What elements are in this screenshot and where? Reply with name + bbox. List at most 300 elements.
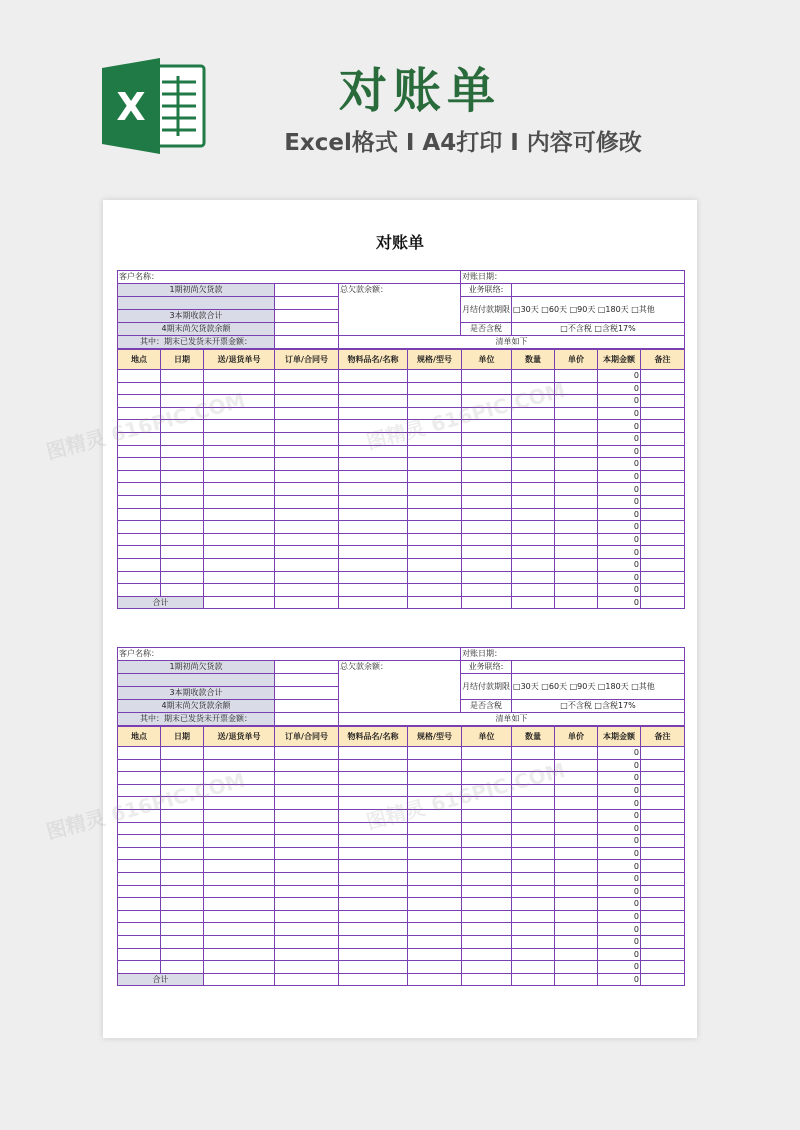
table-cell[interactable] (408, 835, 462, 848)
table-cell[interactable] (118, 508, 161, 521)
table-cell[interactable] (555, 809, 598, 822)
table-cell[interactable] (161, 847, 204, 860)
table-cell[interactable] (462, 558, 512, 571)
row-amount-cell[interactable]: 0 (598, 584, 641, 597)
table-cell[interactable] (408, 571, 462, 584)
table-cell[interactable] (118, 961, 161, 974)
table-cell[interactable] (408, 860, 462, 873)
table-cell[interactable] (161, 835, 204, 848)
table-cell[interactable] (462, 445, 512, 458)
table-cell[interactable] (275, 470, 339, 483)
table-cell[interactable] (161, 860, 204, 873)
table-cell[interactable] (339, 445, 408, 458)
table-cell[interactable] (339, 571, 408, 584)
table-cell[interactable] (462, 584, 512, 597)
total-amount[interactable]: 0 (598, 973, 641, 986)
table-cell[interactable] (462, 948, 512, 961)
row-amount-cell[interactable]: 0 (598, 948, 641, 961)
table-cell[interactable] (408, 458, 462, 471)
table-cell[interactable] (641, 382, 685, 395)
table-cell[interactable] (641, 772, 685, 785)
table-cell[interactable] (204, 584, 275, 597)
table-cell[interactable] (641, 483, 685, 496)
table-cell[interactable] (641, 872, 685, 885)
table-cell[interactable] (204, 470, 275, 483)
table-cell[interactable] (462, 784, 512, 797)
table-cell[interactable] (204, 822, 275, 835)
table-cell[interactable] (118, 458, 161, 471)
table-cell[interactable] (462, 382, 512, 395)
table-cell[interactable] (339, 961, 408, 974)
table-cell[interactable] (555, 407, 598, 420)
table-cell[interactable] (555, 847, 598, 860)
table-cell[interactable] (512, 483, 555, 496)
table-cell[interactable] (161, 948, 204, 961)
row-amount-cell[interactable]: 0 (598, 458, 641, 471)
table-cell[interactable] (408, 445, 462, 458)
table-cell[interactable] (408, 923, 462, 936)
table-cell[interactable] (161, 432, 204, 445)
table-cell[interactable] (408, 822, 462, 835)
row-amount-cell[interactable]: 0 (598, 395, 641, 408)
table-cell[interactable] (408, 797, 462, 810)
table-cell[interactable] (161, 759, 204, 772)
table-cell[interactable] (408, 759, 462, 772)
table-cell[interactable] (204, 420, 275, 433)
table-cell[interactable] (641, 420, 685, 433)
table-cell[interactable] (118, 584, 161, 597)
table-cell[interactable] (555, 508, 598, 521)
table-cell[interactable] (555, 835, 598, 848)
opening-balance-value[interactable] (275, 661, 339, 674)
uninvoiced-amount-value[interactable] (275, 336, 339, 349)
table-cell[interactable] (408, 973, 462, 986)
table-cell[interactable] (512, 923, 555, 936)
payment-term-options[interactable]: □30天 □60天 □90天 □180天 □其他 (512, 297, 685, 323)
table-cell[interactable] (204, 407, 275, 420)
table-cell[interactable] (204, 395, 275, 408)
table-cell[interactable] (641, 458, 685, 471)
table-cell[interactable] (555, 797, 598, 810)
table-cell[interactable] (118, 407, 161, 420)
table-cell[interactable] (204, 571, 275, 584)
table-cell[interactable] (339, 935, 408, 948)
table-cell[interactable] (339, 558, 408, 571)
table-cell[interactable] (339, 596, 408, 609)
table-cell[interactable] (641, 584, 685, 597)
table-cell[interactable] (408, 584, 462, 597)
table-cell[interactable] (118, 521, 161, 534)
table-cell[interactable] (275, 797, 339, 810)
table-cell[interactable] (118, 772, 161, 785)
table-cell[interactable] (408, 533, 462, 546)
row-amount-cell[interactable]: 0 (598, 470, 641, 483)
table-cell[interactable] (555, 910, 598, 923)
row-amount-cell[interactable]: 0 (598, 822, 641, 835)
table-cell[interactable] (339, 885, 408, 898)
total-due-label[interactable]: 总欠款余额： (339, 284, 461, 336)
table-cell[interactable] (462, 483, 512, 496)
table-cell[interactable] (462, 772, 512, 785)
table-cell[interactable] (462, 747, 512, 760)
table-cell[interactable] (161, 483, 204, 496)
table-cell[interactable] (339, 407, 408, 420)
table-cell[interactable] (462, 973, 512, 986)
table-cell[interactable] (118, 835, 161, 848)
table-cell[interactable] (161, 558, 204, 571)
table-cell[interactable] (555, 533, 598, 546)
table-cell[interactable] (408, 898, 462, 911)
table-cell[interactable] (555, 558, 598, 571)
table-cell[interactable] (204, 759, 275, 772)
table-cell[interactable] (275, 923, 339, 936)
table-cell[interactable] (275, 948, 339, 961)
table-cell[interactable] (339, 747, 408, 760)
table-cell[interactable] (339, 420, 408, 433)
table-cell[interactable] (118, 432, 161, 445)
table-cell[interactable] (462, 961, 512, 974)
closing-balance-value[interactable] (275, 700, 339, 713)
table-cell[interactable] (408, 747, 462, 760)
blank-value-cell[interactable] (275, 674, 339, 687)
table-cell[interactable] (462, 835, 512, 848)
table-cell[interactable] (408, 483, 462, 496)
table-cell[interactable] (339, 495, 408, 508)
table-cell[interactable] (118, 420, 161, 433)
table-cell[interactable] (161, 420, 204, 433)
table-cell[interactable] (204, 885, 275, 898)
table-cell[interactable] (641, 860, 685, 873)
row-amount-cell[interactable]: 0 (598, 382, 641, 395)
table-cell[interactable] (204, 495, 275, 508)
table-cell[interactable] (204, 747, 275, 760)
table-cell[interactable] (339, 483, 408, 496)
table-cell[interactable] (462, 432, 512, 445)
table-cell[interactable] (555, 596, 598, 609)
row-amount-cell[interactable]: 0 (598, 835, 641, 848)
table-cell[interactable] (161, 910, 204, 923)
row-amount-cell[interactable]: 0 (598, 847, 641, 860)
row-amount-cell[interactable]: 0 (598, 483, 641, 496)
table-cell[interactable] (275, 898, 339, 911)
table-cell[interactable] (118, 898, 161, 911)
row-amount-cell[interactable]: 0 (598, 898, 641, 911)
table-cell[interactable] (408, 809, 462, 822)
table-cell[interactable] (555, 495, 598, 508)
table-cell[interactable] (339, 370, 408, 383)
total-amount[interactable]: 0 (598, 596, 641, 609)
row-amount-cell[interactable]: 0 (598, 521, 641, 534)
table-cell[interactable] (118, 847, 161, 860)
row-amount-cell[interactable]: 0 (598, 860, 641, 873)
table-cell[interactable] (161, 445, 204, 458)
table-cell[interactable] (641, 407, 685, 420)
table-cell[interactable] (339, 584, 408, 597)
table-cell[interactable] (204, 835, 275, 848)
row-amount-cell[interactable]: 0 (598, 370, 641, 383)
table-cell[interactable] (339, 382, 408, 395)
table-cell[interactable] (161, 809, 204, 822)
table-cell[interactable] (118, 923, 161, 936)
customer-name-label[interactable]: 客户名称： (118, 271, 461, 284)
table-cell[interactable] (161, 923, 204, 936)
row-amount-cell[interactable]: 0 (598, 432, 641, 445)
table-cell[interactable] (462, 822, 512, 835)
table-cell[interactable] (275, 420, 339, 433)
table-cell[interactable] (204, 521, 275, 534)
table-cell[interactable] (408, 558, 462, 571)
table-cell[interactable] (408, 395, 462, 408)
table-cell[interactable] (204, 546, 275, 559)
table-cell[interactable] (204, 847, 275, 860)
table-cell[interactable] (555, 458, 598, 471)
table-cell[interactable] (641, 596, 685, 609)
table-cell[interactable] (512, 961, 555, 974)
table-cell[interactable] (555, 898, 598, 911)
table-cell[interactable] (204, 923, 275, 936)
table-cell[interactable] (408, 596, 462, 609)
table-cell[interactable] (462, 935, 512, 948)
table-cell[interactable] (275, 772, 339, 785)
table-cell[interactable] (641, 797, 685, 810)
table-cell[interactable] (118, 546, 161, 559)
table-cell[interactable] (555, 860, 598, 873)
table-cell[interactable] (118, 910, 161, 923)
table-cell[interactable] (641, 432, 685, 445)
table-cell[interactable] (462, 533, 512, 546)
table-cell[interactable] (339, 872, 408, 885)
table-cell[interactable] (275, 546, 339, 559)
table-cell[interactable] (462, 860, 512, 873)
table-cell[interactable] (204, 910, 275, 923)
table-cell[interactable] (555, 483, 598, 496)
table-cell[interactable] (512, 809, 555, 822)
table-cell[interactable] (204, 558, 275, 571)
table-cell[interactable] (275, 759, 339, 772)
table-cell[interactable] (275, 382, 339, 395)
table-cell[interactable] (512, 508, 555, 521)
total-due-label[interactable]: 总欠款余额： (339, 661, 461, 713)
table-cell[interactable] (462, 571, 512, 584)
table-cell[interactable] (118, 370, 161, 383)
table-cell[interactable] (275, 596, 339, 609)
table-cell[interactable] (462, 495, 512, 508)
table-cell[interactable] (462, 458, 512, 471)
table-cell[interactable] (555, 432, 598, 445)
table-cell[interactable] (118, 533, 161, 546)
table-cell[interactable] (512, 847, 555, 860)
table-cell[interactable] (275, 571, 339, 584)
table-cell[interactable] (275, 784, 339, 797)
table-cell[interactable] (512, 445, 555, 458)
table-cell[interactable] (555, 885, 598, 898)
table-cell[interactable] (641, 847, 685, 860)
table-cell[interactable] (204, 872, 275, 885)
table-cell[interactable] (275, 860, 339, 873)
table-cell[interactable] (462, 898, 512, 911)
table-cell[interactable] (408, 420, 462, 433)
table-cell[interactable] (512, 759, 555, 772)
table-cell[interactable] (641, 910, 685, 923)
table-cell[interactable] (161, 382, 204, 395)
table-cell[interactable] (161, 961, 204, 974)
table-cell[interactable] (339, 860, 408, 873)
table-cell[interactable] (512, 521, 555, 534)
table-cell[interactable] (204, 784, 275, 797)
table-cell[interactable] (204, 508, 275, 521)
table-cell[interactable] (641, 470, 685, 483)
table-cell[interactable] (118, 860, 161, 873)
table-cell[interactable] (118, 395, 161, 408)
table-cell[interactable] (641, 759, 685, 772)
table-cell[interactable] (462, 546, 512, 559)
table-cell[interactable] (408, 961, 462, 974)
row-amount-cell[interactable]: 0 (598, 546, 641, 559)
table-cell[interactable] (641, 961, 685, 974)
table-cell[interactable] (339, 847, 408, 860)
table-cell[interactable] (641, 809, 685, 822)
table-cell[interactable] (204, 948, 275, 961)
table-cell[interactable] (512, 370, 555, 383)
table-cell[interactable] (204, 483, 275, 496)
table-cell[interactable] (641, 822, 685, 835)
table-cell[interactable] (275, 432, 339, 445)
row-amount-cell[interactable]: 0 (598, 495, 641, 508)
table-cell[interactable] (339, 809, 408, 822)
table-cell[interactable] (204, 596, 275, 609)
table-cell[interactable] (555, 948, 598, 961)
table-cell[interactable] (512, 898, 555, 911)
table-cell[interactable] (161, 458, 204, 471)
table-cell[interactable] (462, 885, 512, 898)
table-cell[interactable] (275, 483, 339, 496)
table-cell[interactable] (555, 445, 598, 458)
table-cell[interactable] (408, 521, 462, 534)
table-cell[interactable] (204, 961, 275, 974)
table-cell[interactable] (512, 596, 555, 609)
row-amount-cell[interactable]: 0 (598, 508, 641, 521)
table-cell[interactable] (512, 558, 555, 571)
row-amount-cell[interactable]: 0 (598, 935, 641, 948)
table-cell[interactable] (512, 571, 555, 584)
table-cell[interactable] (512, 784, 555, 797)
table-cell[interactable] (512, 533, 555, 546)
table-cell[interactable] (161, 521, 204, 534)
table-cell[interactable] (161, 898, 204, 911)
table-cell[interactable] (161, 784, 204, 797)
table-cell[interactable] (275, 847, 339, 860)
table-cell[interactable] (512, 432, 555, 445)
table-cell[interactable] (408, 495, 462, 508)
table-cell[interactable] (408, 407, 462, 420)
row-amount-cell[interactable]: 0 (598, 445, 641, 458)
table-cell[interactable] (339, 759, 408, 772)
table-cell[interactable] (462, 759, 512, 772)
table-cell[interactable] (555, 382, 598, 395)
table-cell[interactable] (408, 432, 462, 445)
row-amount-cell[interactable]: 0 (598, 910, 641, 923)
table-cell[interactable] (555, 822, 598, 835)
table-cell[interactable] (161, 822, 204, 835)
table-cell[interactable] (462, 395, 512, 408)
table-cell[interactable] (275, 558, 339, 571)
statement-date-label[interactable]: 对账日期： (461, 648, 685, 661)
table-cell[interactable] (641, 521, 685, 534)
table-cell[interactable] (462, 420, 512, 433)
table-cell[interactable] (118, 470, 161, 483)
table-cell[interactable] (275, 973, 339, 986)
table-cell[interactable] (641, 898, 685, 911)
table-cell[interactable] (275, 872, 339, 885)
table-cell[interactable] (555, 961, 598, 974)
table-cell[interactable] (161, 546, 204, 559)
table-cell[interactable] (555, 935, 598, 948)
opening-balance-value[interactable] (275, 284, 339, 297)
table-cell[interactable] (462, 809, 512, 822)
customer-name-label[interactable]: 客户名称： (118, 648, 461, 661)
table-cell[interactable] (408, 847, 462, 860)
table-cell[interactable] (161, 935, 204, 948)
payment-term-options[interactable]: □30天 □60天 □90天 □180天 □其他 (512, 674, 685, 700)
table-cell[interactable] (204, 809, 275, 822)
table-cell[interactable] (275, 533, 339, 546)
period-received-value[interactable] (275, 687, 339, 700)
table-cell[interactable] (161, 508, 204, 521)
table-cell[interactable] (204, 382, 275, 395)
table-cell[interactable] (641, 495, 685, 508)
table-cell[interactable] (275, 835, 339, 848)
table-cell[interactable] (339, 910, 408, 923)
table-cell[interactable] (408, 910, 462, 923)
row-amount-cell[interactable]: 0 (598, 558, 641, 571)
table-cell[interactable] (118, 483, 161, 496)
table-cell[interactable] (161, 495, 204, 508)
table-cell[interactable] (462, 910, 512, 923)
table-cell[interactable] (118, 784, 161, 797)
table-cell[interactable] (512, 910, 555, 923)
table-cell[interactable] (462, 923, 512, 936)
table-cell[interactable] (555, 571, 598, 584)
table-cell[interactable] (118, 747, 161, 760)
closing-balance-value[interactable] (275, 323, 339, 336)
table-cell[interactable] (641, 948, 685, 961)
period-received-value[interactable] (275, 310, 339, 323)
table-cell[interactable] (512, 973, 555, 986)
row-amount-cell[interactable]: 0 (598, 759, 641, 772)
contact-value[interactable] (512, 661, 685, 674)
table-cell[interactable] (555, 772, 598, 785)
table-cell[interactable] (641, 571, 685, 584)
table-cell[interactable] (512, 747, 555, 760)
table-cell[interactable] (512, 458, 555, 471)
table-cell[interactable] (339, 432, 408, 445)
table-cell[interactable] (161, 395, 204, 408)
row-amount-cell[interactable]: 0 (598, 885, 641, 898)
row-amount-cell[interactable]: 0 (598, 772, 641, 785)
table-cell[interactable] (555, 747, 598, 760)
uninvoiced-amount-value[interactable] (275, 713, 339, 726)
blank-value-cell[interactable] (275, 297, 339, 310)
statement-date-label[interactable]: 对账日期： (461, 271, 685, 284)
tax-options[interactable]: □不含税 □含税17% (512, 323, 685, 336)
table-cell[interactable] (512, 822, 555, 835)
table-cell[interactable] (641, 508, 685, 521)
table-cell[interactable] (118, 797, 161, 810)
table-cell[interactable] (275, 370, 339, 383)
table-cell[interactable] (555, 370, 598, 383)
table-cell[interactable] (512, 797, 555, 810)
table-cell[interactable] (275, 458, 339, 471)
